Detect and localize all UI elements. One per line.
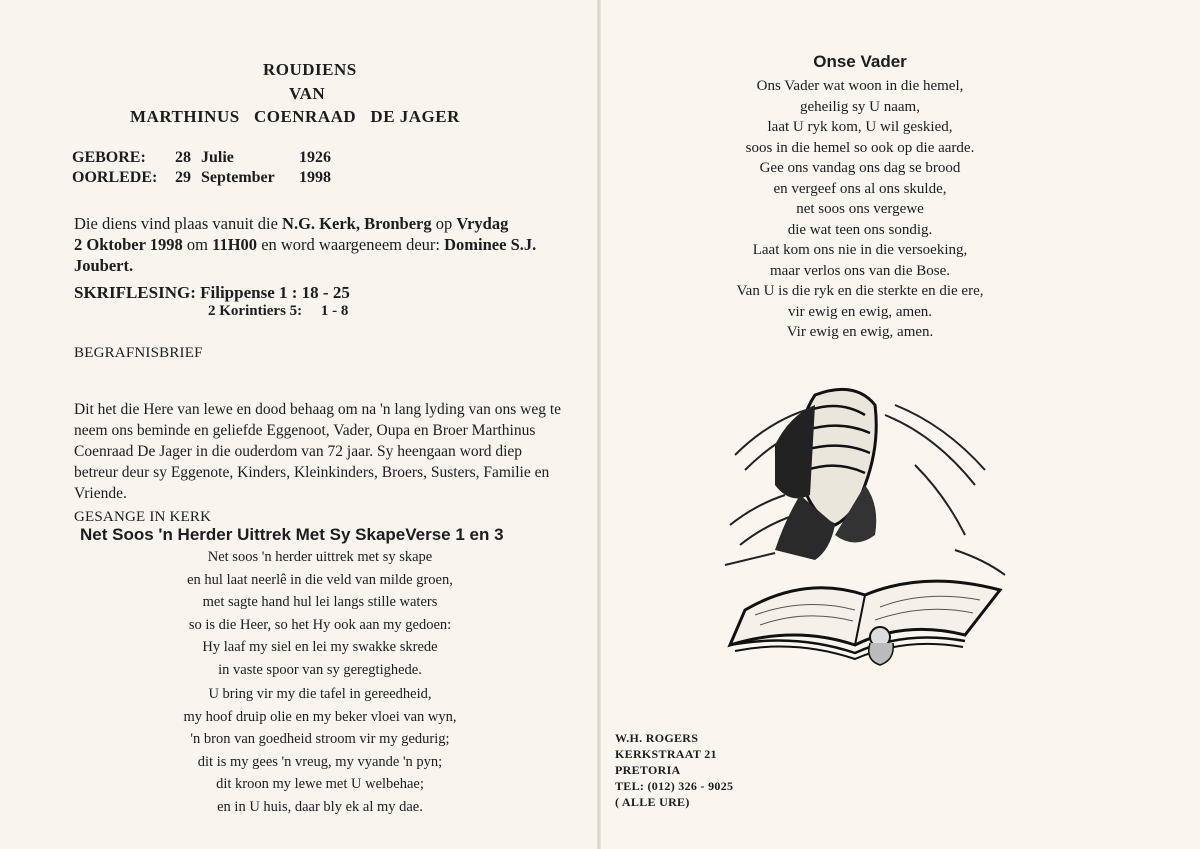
- undertaker-name: W.H. ROGERS: [615, 731, 699, 745]
- birth-year: 1926: [299, 149, 331, 166]
- prayer-line: vir ewig en ewig, amen.: [787, 303, 933, 320]
- verse-line: Net soos 'n herder uittrek met sy skape: [207, 549, 433, 565]
- undertaker-city: PRETORIA: [615, 763, 681, 777]
- praying-hands: [775, 389, 876, 560]
- hymns-heading: GESANGE IN KERK: [74, 509, 212, 525]
- title-roudiens: ROUDIENS: [263, 60, 357, 79]
- open-bible: [730, 581, 1000, 659]
- praying-hands-bible-illustration: [715, 375, 1015, 670]
- verse-line: met sagte hand hul lei langs stille waters: [202, 594, 438, 610]
- undertaker-tel: TEL: (012) 326 - 9025: [615, 779, 734, 793]
- undertaker-street: KERKSTRAAT 21: [615, 747, 717, 761]
- obituary-text: Dit het die Here van lewe en dood behaag om na 'n lang lyding van ons weg te neem ons beminde en geliefde Eggenoot, Vader, Oupa en Broer Marthinus Coenraad De Jager in die ouderdom van 72 jaar. Sy heengaan word diep betreur deur sy Eggenote, Kinders, Kleinkinders, Broers, Susters, Familie en Vriende.: [74, 400, 562, 502]
- prayer-line: geheilig sy U naam,: [800, 98, 920, 115]
- prayer-line: en vergeef ons al ons skulde,: [773, 180, 947, 197]
- prayer-line: Van U is die ryk en die sterkte en die ere,: [736, 283, 984, 299]
- service-text: om: [182, 234, 213, 254]
- verse-line: 'n bron van goedheid stroom vir my gedurig;: [190, 731, 450, 747]
- service-date: 2 Oktober 1998: [74, 234, 183, 254]
- flower: [869, 627, 893, 665]
- scripture-label: SKRIFLESING:: [74, 283, 196, 302]
- birth-row: [72, 148, 331, 168]
- service-day: Vrydag: [456, 213, 509, 233]
- service-minister: Dominee S.J. Joubert.: [74, 234, 537, 275]
- prayer-line: soos in die hemel so ook op die aarde.: [745, 139, 975, 156]
- prayer-line: maar verlos ons van die Bose.: [770, 262, 950, 279]
- verse-line: dit is my gees 'n vreug, my vyande 'n pyn;: [197, 753, 443, 770]
- dates-block: [72, 148, 331, 188]
- title-name: MARTHINUS COENRAAD DE JAGER: [130, 107, 460, 126]
- scripture-ref-2: 2 Korintiers 5: 1 - 8: [208, 303, 349, 319]
- verse-line: en hul laat neerlê in die veld van milde groen,: [187, 571, 453, 588]
- service-text: op: [431, 213, 457, 233]
- service-church: N.G. Kerk, Bronberg: [282, 213, 432, 233]
- verse-line: U bring vir my die tafel in gereedheid,: [208, 686, 432, 702]
- hymn-verse-3: [60, 683, 580, 818]
- death-row: [72, 168, 331, 188]
- prayer-line: Gee ons vandag ons dag se brood: [759, 160, 961, 176]
- obituary-heading: BEGRAFNISBRIEF: [74, 345, 203, 361]
- verse-line: so is die Heer, so het Hy ook aan my gedoen:: [188, 616, 452, 633]
- verse-line: dit kroon my lewe met U welbehae;: [216, 776, 424, 792]
- undertaker-hours: ( ALLE URE): [615, 795, 690, 809]
- prayer-line: die wat teen ons sondig.: [787, 221, 933, 238]
- scripture-ref-1: Filippense 1 : 18 - 25: [200, 283, 350, 302]
- prayer-line: Ons Vader wat woon in die hemel,: [756, 78, 964, 94]
- verse-line: in vaste spoor van sy geregtighede.: [218, 661, 422, 678]
- scripture-reading: [74, 283, 350, 303]
- prayer-line: net soos ons vergewe: [796, 201, 924, 217]
- birth-label: GEBORE:: [72, 149, 146, 166]
- birth-day: 28: [175, 149, 191, 166]
- death-year: 1998: [299, 169, 331, 186]
- prayer-line: Vir ewig en ewig, amen.: [786, 324, 934, 340]
- verse-line: en in U huis, daar bly ek al my dae.: [217, 798, 423, 815]
- death-label: OORLEDE:: [72, 169, 158, 186]
- service-text: en word waargeneem deur:: [257, 234, 445, 254]
- service-text: Die diens vind plaas vanuit die: [74, 213, 283, 233]
- death-month: September: [201, 169, 275, 186]
- prayer-title: Onse Vader: [813, 52, 907, 71]
- verse-line: my hoof druip olie en my beker vloei van wyn,: [183, 708, 457, 725]
- undertaker-details: [615, 730, 733, 810]
- death-day: 29: [175, 169, 191, 186]
- prayer-text: [600, 76, 1120, 343]
- birth-month: Julie: [201, 149, 234, 166]
- service-time: 11H00: [212, 234, 258, 254]
- verse-line: Hy laaf my siel en lei my swakke skrede: [202, 639, 438, 655]
- hymn-verse-1: [60, 546, 580, 681]
- prayer-line: Laat kom ons nie in die versoeking,: [752, 242, 968, 258]
- service-details: [74, 213, 574, 276]
- hymn-title: Net Soos 'n Herder Uittrek Met Sy SkapeVerse 1 en 3: [80, 525, 504, 544]
- prayer-line: laat U ryk kom, U wil geskied,: [767, 119, 953, 135]
- title-van: VAN: [289, 84, 326, 103]
